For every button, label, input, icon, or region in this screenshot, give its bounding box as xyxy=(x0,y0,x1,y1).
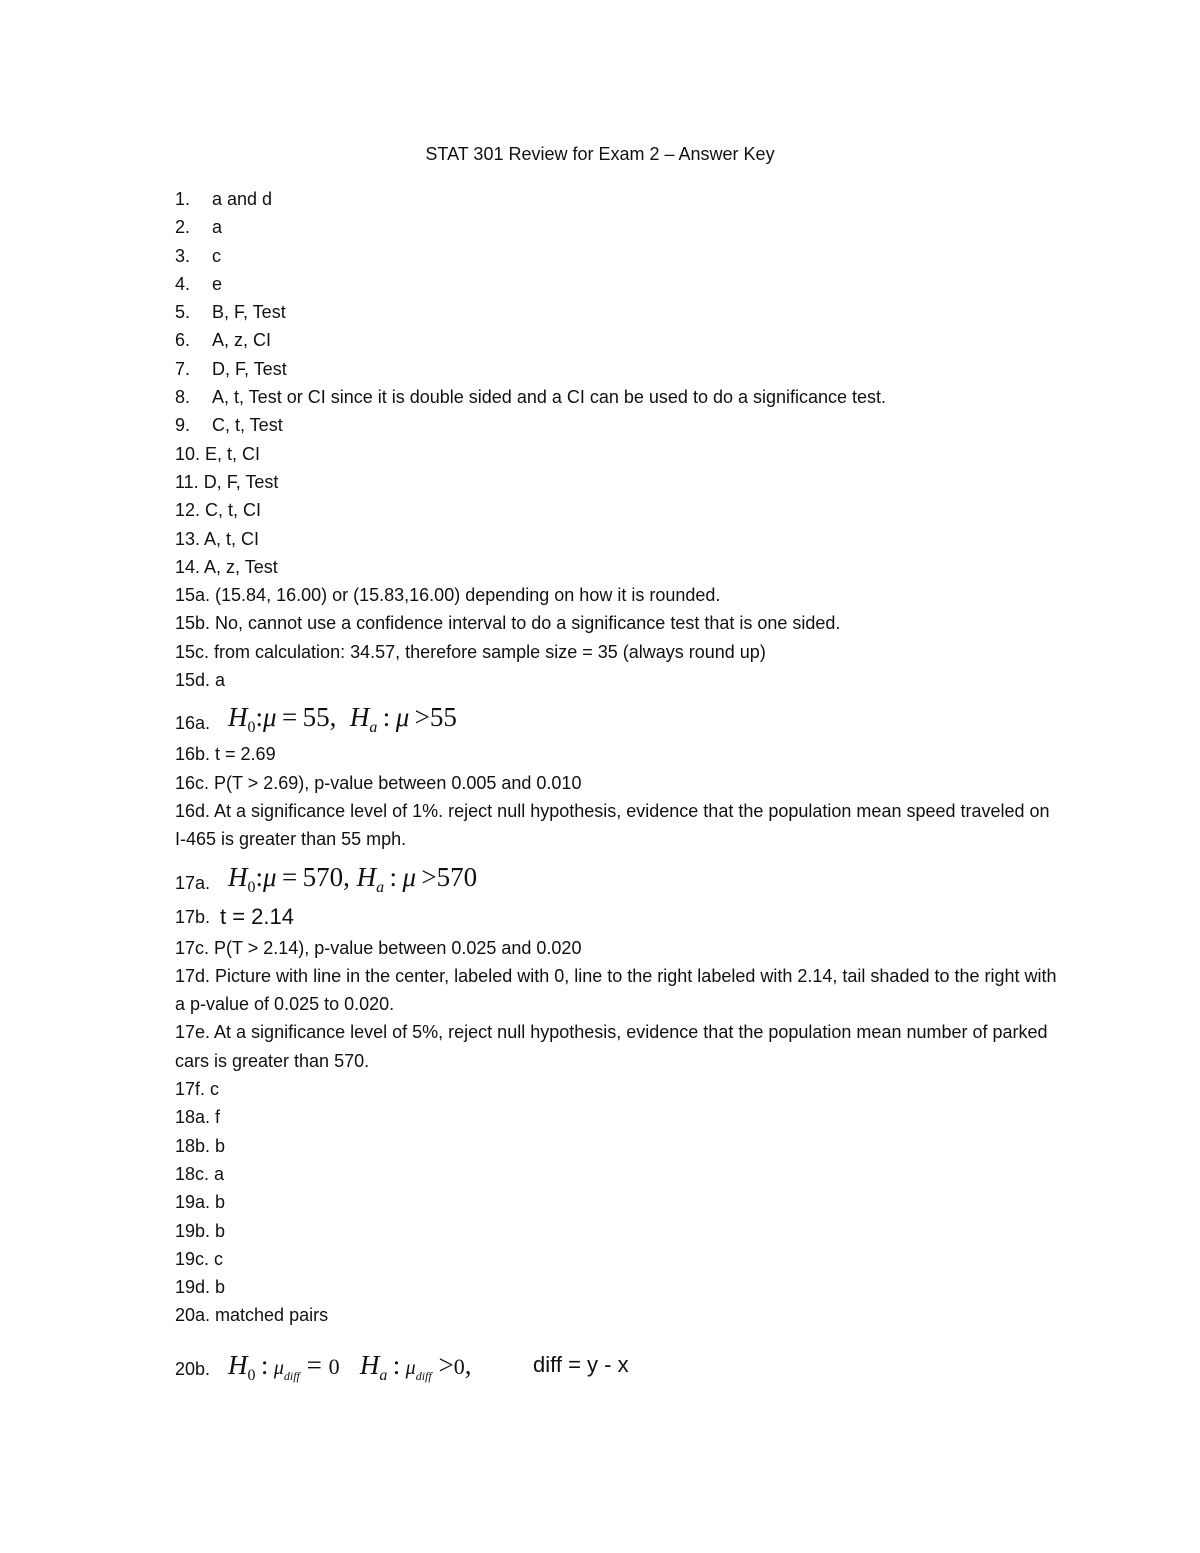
item-text: 12. C, t, CI xyxy=(175,500,262,521)
item-text: 19c. c xyxy=(175,1248,224,1269)
list-item xyxy=(0,1245,1200,1273)
item-text: a xyxy=(212,217,223,238)
item-text: A, t, Test or CI since it is double sided and a CI can be used to do a significance test. xyxy=(212,387,887,408)
item-text: 18c. a xyxy=(175,1163,225,1184)
list-item xyxy=(0,355,1200,383)
item-text: 19a. b xyxy=(175,1192,226,1213)
item-text: 18a. f xyxy=(175,1107,221,1128)
list-item xyxy=(0,326,1200,354)
answer-list xyxy=(0,185,1200,1400)
hypothesis-formula: $H_0:\mu = 570$, $H_a$ : μ >570 xyxy=(228,861,478,896)
list-item xyxy=(0,440,1200,468)
item-text: 20a. matched pairs xyxy=(175,1305,329,1326)
item-number: 8. xyxy=(175,387,191,408)
item-text: c xyxy=(212,245,221,266)
hypothesis-16a xyxy=(0,694,1200,740)
list-item xyxy=(0,1188,1200,1216)
item-number: 1. xyxy=(175,189,191,209)
h0-value: 0 xyxy=(328,1353,340,1379)
item-text: 15b. No, cannot use a confidence interval to do a significance test that is one sided. xyxy=(175,613,841,634)
list-item xyxy=(0,638,1200,666)
item-number: 7. xyxy=(175,358,191,379)
item-text: 15c. from calculation: 34.57, therefore sample size = 35 (always round up) xyxy=(175,641,766,662)
item-text: A, z, CI xyxy=(212,330,272,351)
list-item: 17d. Picture with line in the center, labeled with 0, line to the right labeled with 2.14, tail shaded to the right with a p-value of 0.025 to 0.020. xyxy=(175,965,1057,1015)
item-number: 3. xyxy=(175,245,191,266)
list-item xyxy=(0,1217,1200,1245)
item-text: 13. A, t, CI xyxy=(175,528,260,549)
hypothesis-formula: $H_0:\mu = 55$, $H_a$ : μ >55 xyxy=(228,702,457,737)
list-item xyxy=(0,298,1200,326)
hypothesis-17a xyxy=(0,854,1200,900)
list-item xyxy=(0,609,1200,637)
list-item xyxy=(0,496,1200,524)
item-text: e xyxy=(212,273,223,294)
item-number: 4. xyxy=(175,273,191,294)
ha-value: 55 xyxy=(429,702,457,733)
item-text: 17f. c xyxy=(175,1079,220,1100)
list-item xyxy=(0,581,1200,609)
h0-value: 55 xyxy=(302,702,330,733)
list-item xyxy=(0,553,1200,581)
item-text: 16b. t = 2.69 xyxy=(175,744,276,765)
list-item xyxy=(0,1301,1200,1329)
item-text: 11. D, F, Test xyxy=(175,471,279,492)
diff-definition: diff = y - x xyxy=(533,1351,629,1377)
item-number: 5. xyxy=(175,302,191,323)
page-title: STAT 301 Review for Exam 2 – Answer Key xyxy=(425,144,775,164)
list-item xyxy=(0,1103,1200,1131)
list-item xyxy=(0,411,1200,439)
item-number: 2. xyxy=(175,217,191,238)
item-text: 19b. b xyxy=(175,1220,226,1241)
list-item xyxy=(0,242,1200,270)
item-text: 10. E, t, CI xyxy=(175,443,261,464)
item-text: t = 2.14 xyxy=(220,903,295,929)
item-text: 19d. b xyxy=(175,1277,226,1298)
h0-value: 570 xyxy=(302,861,344,892)
item-number: 6. xyxy=(175,330,191,351)
item-text: 14. A, z, Test xyxy=(175,556,278,577)
ha-value: 570 xyxy=(436,861,478,892)
list-item xyxy=(0,213,1200,241)
list-item xyxy=(0,1075,1200,1103)
diff-subscript: diff xyxy=(283,1368,300,1383)
item-label: 17a. xyxy=(175,872,211,893)
item-text: B, F, Test xyxy=(212,302,286,323)
list-item: 17e. At a significance level of 5%, reject null hypothesis, evidence that the population mean number of parked cars is greater than 570. xyxy=(175,1022,1048,1071)
list-item xyxy=(0,1160,1200,1188)
list-item xyxy=(0,525,1200,553)
list-item xyxy=(0,900,1200,934)
list-item xyxy=(0,666,1200,694)
item-number: 9. xyxy=(175,415,191,436)
list-item xyxy=(0,769,1200,797)
item-text: a and d xyxy=(212,189,273,209)
list-item xyxy=(0,934,1200,962)
list-item xyxy=(0,1273,1200,1301)
item-text: 15d. a xyxy=(175,670,226,691)
list-item xyxy=(0,270,1200,298)
hypothesis-20b xyxy=(0,1330,1200,1400)
item-text: 15a. (15.84, 16.00) or (15.83,16.00) depending on how it is rounded. xyxy=(175,585,721,606)
item-text: C, t, Test xyxy=(212,415,283,436)
item-label: 20b. xyxy=(175,1358,211,1379)
item-label: 16a. xyxy=(175,713,211,734)
list-item xyxy=(0,185,1200,213)
item-text: 18b. b xyxy=(175,1135,226,1156)
list-item: 16d. At a significance level of 1%. reject null hypothesis, evidence that the population mean speed traveled on I-465 is greater than 55 mph. xyxy=(175,800,1050,850)
list-item xyxy=(0,1132,1200,1160)
item-text: 17c. P(T > 2.14), p-value between 0.025 and 0.020 xyxy=(175,937,582,958)
list-item xyxy=(0,383,1200,411)
item-text: D, F, Test xyxy=(212,358,287,379)
list-item xyxy=(0,740,1200,768)
hypothesis-formula: $H_0$ : $\mu_{diff} = 0$ $H_a$ : $\mu_{diff} >0$, xyxy=(228,1349,472,1384)
ha-value: 0 xyxy=(453,1353,465,1379)
list-item xyxy=(0,468,1200,496)
item-label: 17b. xyxy=(175,906,211,927)
item-text: 16c. P(T > 2.69), p-value between 0.005 and 0.010 xyxy=(175,772,582,793)
